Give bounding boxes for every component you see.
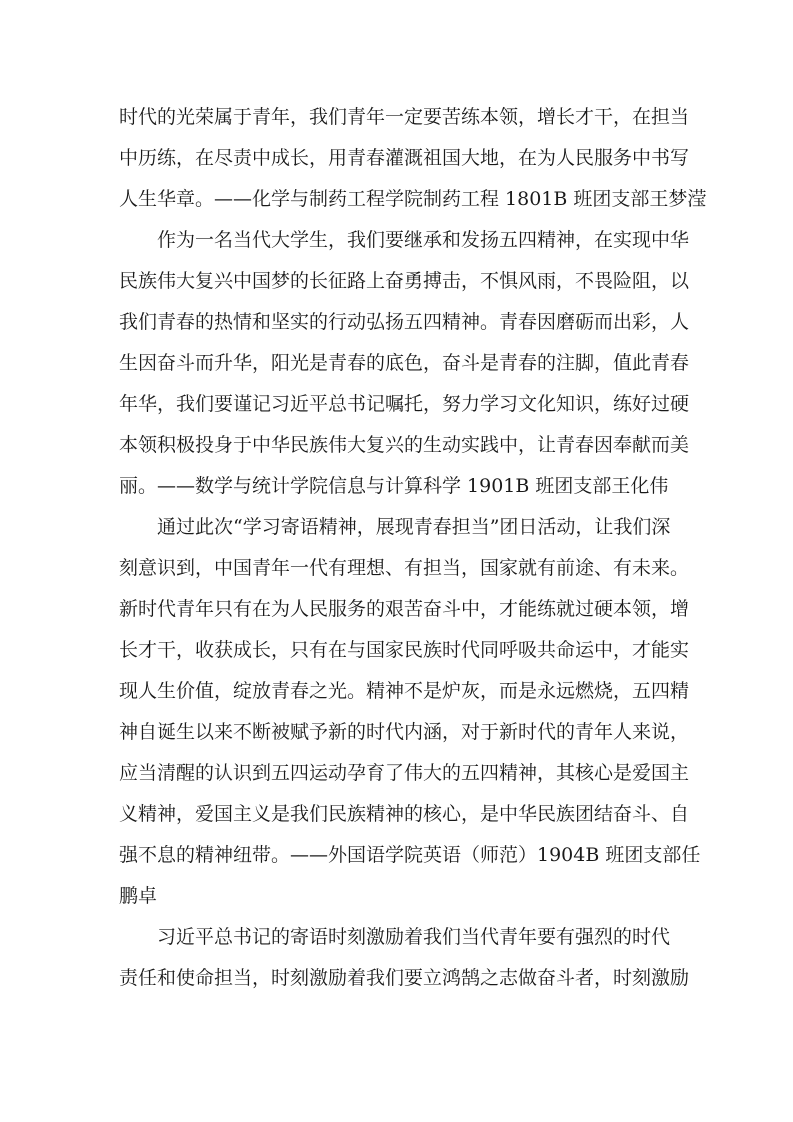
text-line: 中历练，在尽责中成长，用青春灌溉祖国大地，在为人民服务中书写 [119,147,690,169]
text-line: 我们青春的热情和坚实的行动弘扬五四精神。青春因磨砺而出彩，人 [119,311,690,333]
text-line: 鹏卓 [119,885,158,907]
paragraph-4 [119,917,690,999]
text-line: 时代的光荣属于青年，我们青年一定要苦练本领，增长才干，在担当 [119,106,690,128]
text-line: 应当清醒的认识到五四运动孕育了伟大的五四精神，其核心是爱国主 [119,762,690,784]
text-line: 新时代青年只有在为人民服务的艰苦奋斗中，才能练就过硬本领，增 [119,598,690,620]
paragraph-3 [119,507,701,917]
paragraph-2 [119,220,690,507]
text-line: 通过此次“学习寄语精神，展现青春担当”团日活动，让我们深 [119,516,671,538]
text-line: 义精神，爱国主义是我们民族精神的核心，是中华民族团结奋斗、自 [119,803,690,825]
text-line: 强不息的精神纽带。——外国语学院英语（师范）1904B 班团支部任 [119,844,701,866]
document-body [119,97,707,999]
text-line: 责任和使命担当，时刻激励着我们要立鸿鹄之志做奋斗者，时刻激励 [119,967,690,989]
text-line: 年华，我们要谨记习近平总书记嘱托，努力学习文化知识，练好过硬 [119,393,690,415]
text-line: 人生华章。——化学与制药工程学院制药工程 1801B 班团支部王梦滢 [119,188,707,210]
text-line: 民族伟大复兴中国梦的长征路上奋勇搏击，不惧风雨，不畏险阻，以 [119,270,690,292]
text-line: 丽。——数学与统计学院信息与计算科学 1901B 班团支部王化伟 [119,475,669,497]
text-line: 生因奋斗而升华，阳光是青春的底色，奋斗是青春的注脚，值此青春 [119,352,690,374]
text-line: 长才干，收获成长，只有在与国家民族时代同呼吸共命运中，才能实 [119,639,690,661]
text-line: 神自诞生以来不断被赋予新的时代内涵，对于新时代的青年人来说， [119,721,690,743]
text-line: 本领积极投身于中华民族伟大复兴的生动实践中，让青春因奉献而美 [119,434,690,456]
text-line: 习近平总书记的寄语时刻激励着我们当代青年要有强烈的时代 [119,926,671,948]
text-line: 现人生价值，绽放青春之光。精神不是炉灰，而是永远燃烧，五四精 [119,680,690,702]
paragraph-1 [119,97,707,220]
text-line: 作为一名当代大学生，我们要继承和发扬五四精神，在实现中华 [119,229,690,251]
text-line: 刻意识到，中国青年一代有理想、有担当，国家就有前途、有未来。 [119,557,690,579]
